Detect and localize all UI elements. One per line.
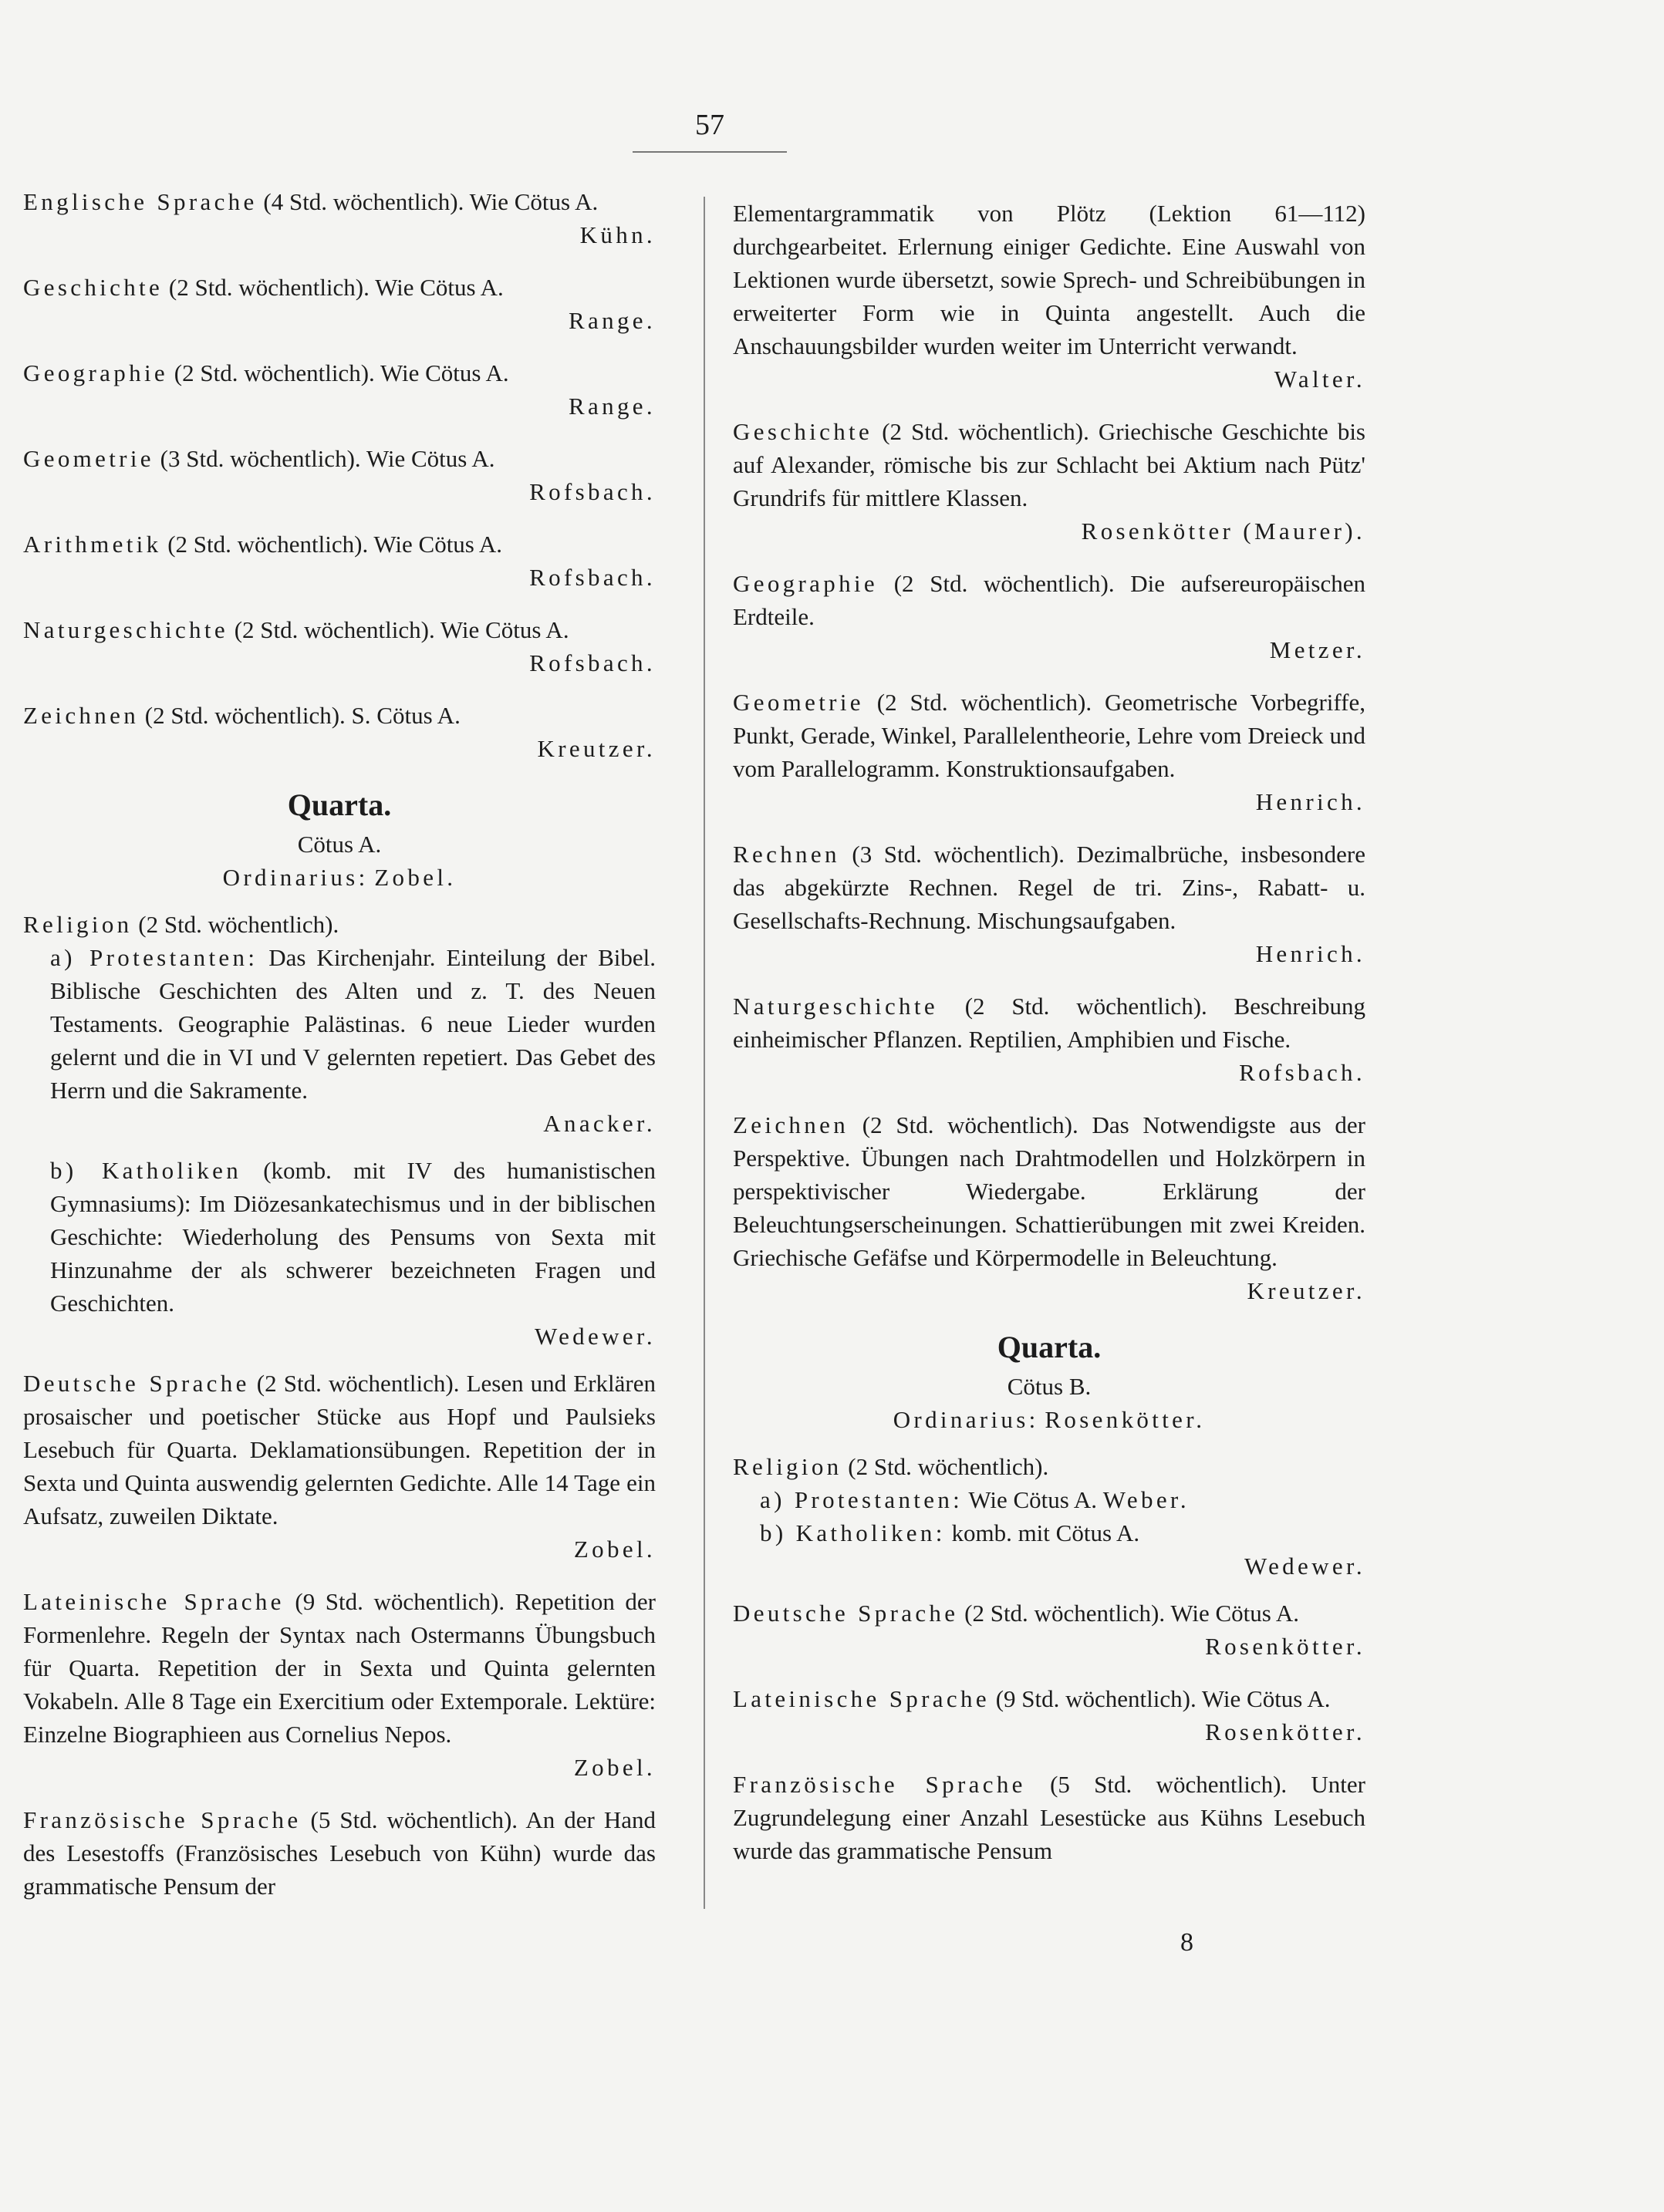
denomination-label: a) Protestanten: [760, 1486, 964, 1513]
denomination-label: b) Katholiken: [760, 1519, 946, 1546]
subject-name: Rechnen [733, 841, 840, 868]
subject-entry [733, 415, 1365, 548]
subject-entry [733, 990, 1365, 1089]
subject-name: Arithmetik [23, 531, 162, 558]
religion-protestant [733, 1483, 1365, 1516]
section-title-quarta-b: Quarta. [997, 1330, 1102, 1364]
teacher-name: Zobel. [573, 1754, 656, 1781]
subject-entry [733, 1768, 1365, 1867]
denomination-label: a) Protestanten: [50, 944, 258, 971]
teacher-name: Wedewer. [534, 1323, 656, 1350]
ordinarius-name: Zobel. [374, 864, 457, 891]
teacher-name: Rofsbach. [1239, 1059, 1365, 1086]
teacher-name: Anacker. [543, 1110, 656, 1137]
subject-entry [733, 1597, 1365, 1663]
denomination-label: b) Katholiken [50, 1157, 242, 1184]
teacher-name: Henrich. [1255, 940, 1365, 967]
teacher-name: Range. [569, 393, 656, 420]
denomination-text: komb. mit Cötus A. [945, 1519, 1140, 1546]
subject-name: Geschichte [733, 418, 873, 445]
subject-name: Deutsche Sprache [733, 1600, 959, 1627]
religion-heading [733, 1450, 1365, 1483]
subject-text: (2 Std. wöchentlich). Griechische Geschichte bis auf Alexander, römische bis zur Schlacht bei Aktium nach Pütz' Grundrifs für mittlere Klassen. [733, 418, 1365, 511]
page-number: 57 [695, 109, 724, 141]
teacher-name: Rosenkötter (Maurer). [1081, 518, 1365, 545]
subject-text: (3 Std. wöchentlich). Wie Cötus A. [154, 445, 495, 472]
teacher-name: Weber. [1102, 1486, 1190, 1513]
teacher-name: Kreutzer. [1247, 1277, 1365, 1304]
subject-name: Geometrie [733, 689, 864, 716]
subject-text: (2 Std. wöchentlich). Lesen und Erklären prosaischer und poetischer Stücke aus Hopf und Paulsieks Lesebuch für Quarta. Deklamationsübungen. Repetition der in Sexta und Quinta auswendig gelernten Gedichte. Alle 14 Tage ein Aufsatz, zuweilen Diktate. [23, 1370, 656, 1529]
subject-name: Zeichnen [23, 702, 140, 729]
teacher-name: Wedewer. [1244, 1553, 1365, 1580]
religion-entry [23, 908, 656, 1353]
teacher-name: Rofsbach. [529, 478, 656, 505]
teacher-name: Henrich. [1255, 788, 1365, 815]
subject-entry [23, 442, 656, 508]
teacher-name: Zobel. [573, 1536, 656, 1563]
subject-entry [733, 1682, 1365, 1748]
cotus-label: Cötus B. [1007, 1373, 1092, 1400]
subject-text: (2 Std. wöchentlich). Wie Cötus A. [163, 274, 504, 301]
denomination-text: Das Kirchenjahr. Einteilung der Bibel. Biblische Geschichten des Alten und z. T. des Neuen Testaments. Geographie Palästinas. 6 neue Lieder wurden gelernt und die in VI und V gelernten repetiert. Das Gebet des Herrn und die Sakramente. [50, 944, 656, 1104]
cotus-label: Cötus A. [297, 831, 382, 858]
subject-name: Geographie [23, 359, 169, 386]
subject-entry [23, 185, 656, 251]
teacher-name: Rofsbach. [529, 649, 656, 676]
section-title-quarta-a: Quarta. [287, 787, 392, 822]
subject-entry [733, 567, 1365, 666]
subject-text: (9 Std. wöchentlich). Repetition der Formenlehre. Regeln der Syntax nach Ostermanns Übungsbuch für Quarta. Repetition der in Sexta und Quinta gelernten Vokabeln. Alle 8 Tage ein Exercitium oder Extemporale. Lektüre: Einzelne Biographieen aus Cornelius Nepos. [23, 1588, 656, 1748]
subject-name: Naturgeschichte [733, 993, 938, 1020]
subject-text: (2 Std. wöchentlich). Wie Cötus A. [161, 531, 503, 558]
ordinarius-label: Ordinarius: [222, 864, 369, 891]
subject-text: (9 Std. wöchentlich). Wie Cötus A. [989, 1685, 1331, 1712]
subject-entry [23, 1367, 656, 1566]
subject-text: (2 Std. wöchentlich). [842, 1453, 1049, 1480]
subject-name: Zeichnen [733, 1111, 849, 1138]
sheet-signature: 8 [1180, 1928, 1193, 1957]
denomination-text: (komb. mit IV des humanistischen Gymnasiums): Im Diözesankatechismus und in der biblischen Geschichte: Wiederholung des Pensums von Sexta mit Hinzunahme der als schwerer bezeichneten Fragen und Geschichten. [50, 1157, 656, 1317]
ordinarius-name: Rosenkötter. [1045, 1406, 1206, 1433]
subject-entry [23, 699, 656, 765]
subject-entry [733, 838, 1365, 970]
subject-text: (5 Std. wöchentlich). Unter Zugrundelegung einer Anzahl Lesestücke aus Kühns Lesebuch wurde das grammatische Pensum [733, 1771, 1366, 1864]
subject-name: Deutsche Sprache [23, 1370, 250, 1397]
subject-text: (2 Std. wöchentlich). Das Notwendigste aus der Perspektive. Übungen nach Drahtmodellen und Holzkörpern in perspektivischer Wiedergabe. Erklärung der Beleuchtungserscheinungen. Schattierübungen mit zwei Kreiden. Griechische Gefäfse und Körpermodelle in Beleuchtung. [733, 1111, 1365, 1271]
subject-entry [23, 1803, 656, 1903]
subject-text: (2 Std. wöchentlich). [132, 911, 339, 938]
teacher-name: Rosenkötter. [1205, 1633, 1365, 1660]
right-entry-list-2 [733, 1597, 1365, 1867]
subject-name: Lateinische Sprache [23, 1588, 285, 1615]
header-rule [633, 151, 787, 153]
subject-text: (2 Std. wöchentlich). Beschreibung einheimischer Pflanzen. Reptilien, Amphibien und Fische. [733, 993, 1365, 1053]
continuation-text: Elementargrammatik von Plötz (Lektion 61—112) durchgearbeitet. Erlernung einiger Gedichte. Eine Auswahl von Lektionen wurde übersetzt, sowie Sprech- und Schreibübungen in erweiterter Form wie in Quinta angestellt. Auch die Anschauungsbilder wurden weiter im Unterricht verwandt. [733, 200, 1365, 359]
subject-name: Französische Sprache [23, 1806, 302, 1833]
subject-name: Religion [23, 911, 133, 938]
ordinarius-label: Ordinarius: [893, 1406, 1039, 1433]
subject-entry [23, 271, 656, 337]
continuation-entry [733, 197, 1365, 396]
religion-heading [23, 908, 656, 941]
ordinarius-line [23, 861, 656, 894]
subject-entry [23, 528, 656, 594]
right-entry-list-1 [733, 415, 1365, 1307]
subject-name: Geographie [733, 570, 879, 597]
subject-name: Geometrie [23, 445, 154, 472]
subject-entry [23, 1585, 656, 1784]
subject-text: (2 Std. wöchentlich). Geometrische Vorbegriffe, Punkt, Gerade, Winkel, Parallelentheorie, Lehre vom Dreieck und vom Parallelogramm. Konstruktionsaufgaben. [733, 689, 1365, 782]
column-divider [704, 197, 705, 1909]
ordinarius-line [733, 1403, 1365, 1436]
left-entry-list-2 [23, 1367, 656, 1903]
subject-name: Naturgeschichte [23, 616, 228, 643]
subject-text: (2 Std. wöchentlich). Die aufsereuropäischen Erdteile. [733, 570, 1365, 630]
teacher-name: Walter. [1274, 366, 1365, 393]
subject-text: (2 Std. wöchentlich). Wie Cötus A. [168, 359, 509, 386]
religion-catholic [23, 1154, 656, 1353]
subject-name: Englische Sprache [23, 188, 258, 215]
teacher-name: Kreutzer. [537, 735, 656, 762]
left-column [23, 185, 656, 1922]
subject-text: (5 Std. wöchentlich). An der Hand des Lesestoffs (Französisches Lesebuch von Kühn) wurde das grammatische Pensum der [23, 1806, 656, 1900]
religion-catholic [733, 1516, 1365, 1583]
subject-name: Lateinische Sprache [733, 1685, 990, 1712]
subject-text: (3 Std. wöchentlich). Dezimalbrüche, insbesondere das abgekürzte Rechnen. Regel de tri. Zins-, Rabatt- u. Gesellschafts-Rechnung. Mischungsaufgaben. [733, 841, 1365, 934]
teacher-name: Metzer. [1269, 636, 1365, 663]
subject-name: Geschichte [23, 274, 164, 301]
subject-entry [733, 686, 1365, 818]
subject-name: Französische Sprache [733, 1771, 1026, 1798]
subject-text: (2 Std. wöchentlich). Wie Cötus A. [958, 1600, 1299, 1627]
religion-entry [733, 1450, 1365, 1583]
religion-protestant [23, 941, 656, 1140]
denomination-text: Wie Cötus A. [963, 1486, 1098, 1513]
subject-name: Religion [733, 1453, 842, 1480]
subject-entry [23, 356, 656, 423]
teacher-name: Range. [569, 307, 656, 334]
subject-entry [23, 613, 656, 679]
teacher-name: Rofsbach. [529, 564, 656, 591]
teacher-name: Kühn. [579, 221, 656, 248]
left-entry-list-1 [23, 185, 656, 765]
subject-entry [733, 1108, 1365, 1307]
teacher-name: Rosenkötter. [1205, 1718, 1365, 1745]
subject-text: (2 Std. wöchentlich). S. Cötus A. [139, 702, 461, 729]
subject-text: (4 Std. wöchentlich). Wie Cötus A. [257, 188, 599, 215]
right-column [733, 197, 1365, 1887]
subject-text: (2 Std. wöchentlich). Wie Cötus A. [228, 616, 569, 643]
